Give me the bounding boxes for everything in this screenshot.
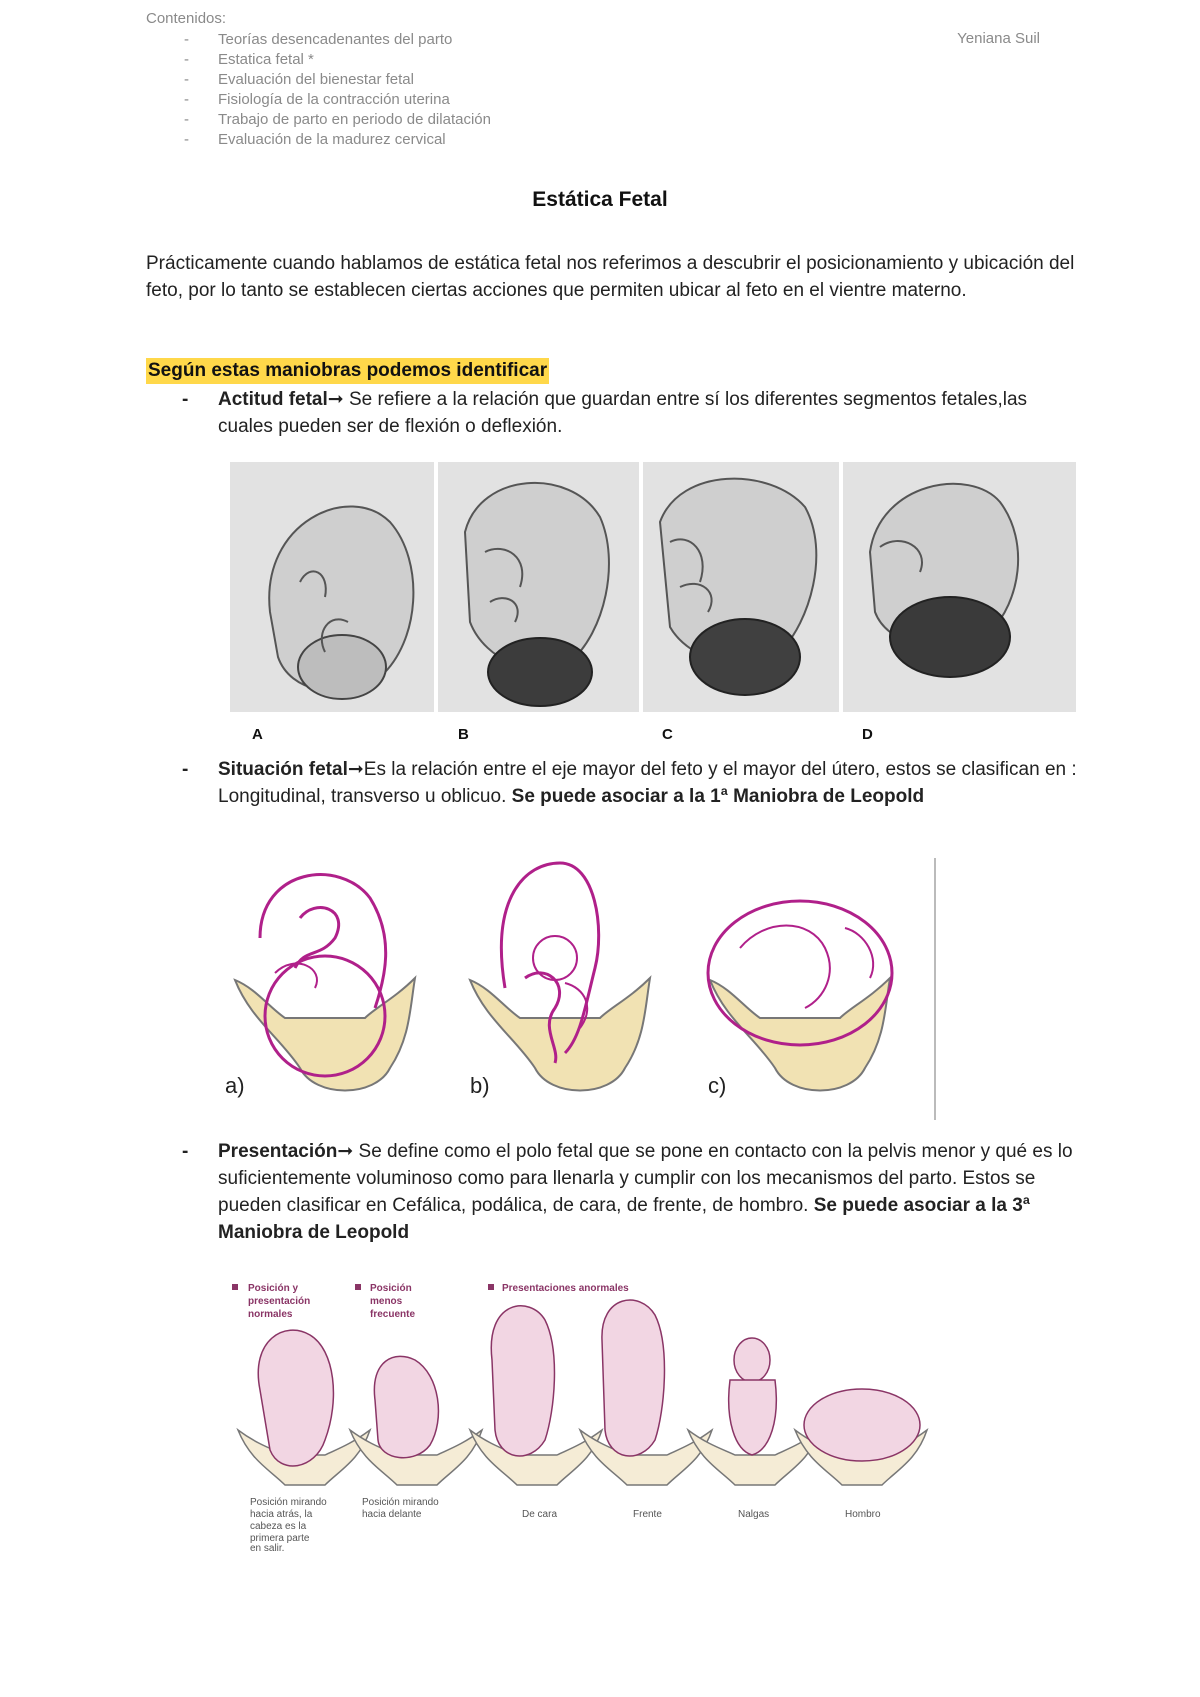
- figure-label: c): [708, 1073, 727, 1098]
- fetal-situation-figure: [225, 858, 945, 1128]
- figure-label: b): [470, 1073, 490, 1098]
- bullet-dash: -: [182, 759, 189, 780]
- caption-menos: hacia delante: [362, 1509, 422, 1520]
- caption-nalgas: Nalgas: [738, 1509, 770, 1520]
- fetal-attitude-figure: [230, 462, 1076, 744]
- caption-normal: primera parte: [250, 1533, 310, 1544]
- figure-label: a): [225, 1073, 245, 1098]
- leopold-note: Se puede asociar a la 1ª Maniobra de Leopold: [511, 786, 925, 807]
- presentation-drawing-cara: [470, 1306, 602, 1485]
- presentation-drawing-normal: [238, 1330, 370, 1485]
- leopold-note: Se puede asociar a la 3ª Maniobra de Leopold: [218, 1195, 1030, 1243]
- figure-label: C: [662, 726, 673, 743]
- fetus-photo-d: [870, 484, 1018, 677]
- arrow-icon: ➞: [327, 389, 344, 410]
- caption-normal: hacia atrás, la: [250, 1509, 313, 1520]
- figure-label: A: [252, 726, 263, 743]
- caption-normal: Posición mirando: [250, 1497, 327, 1508]
- term-actitud: Actitud fetal: [218, 389, 328, 410]
- caption-cara: De cara: [522, 1509, 558, 1520]
- bullet-presentacion: [182, 1138, 1078, 1246]
- presentation-drawing-hombro: [795, 1389, 927, 1485]
- author-name: Yeniana Suil: [957, 30, 1040, 47]
- contents-list: [178, 30, 491, 150]
- desc-actitud: Se refiere a la relación que guardan entre sí los diferentes segmentos fetales,las cuales pueden ser de flexión o deflexión.: [218, 389, 1028, 437]
- caption-normal: en salir.: [250, 1543, 285, 1554]
- presentation-drawing-nalgas: [688, 1338, 820, 1485]
- contents-item: - Trabajo de parto en periodo de dilatación: [178, 110, 491, 130]
- contents-item: - Estatica fetal *: [178, 50, 491, 70]
- desc-situacion: Es la relación entre el eje mayor del feto y el mayor del útero, estos se clasifican en : Longitudinal, transverso u oblicuo.: [218, 759, 1077, 807]
- caption-normal: cabeza es la: [250, 1521, 307, 1532]
- group-label-normal: Posición y: [248, 1283, 299, 1294]
- group-label-menos: Posición: [370, 1283, 412, 1294]
- caption-hombro: Hombro: [845, 1509, 881, 1520]
- group-label-menos: frecuente: [370, 1309, 416, 1320]
- presentation-figure: [230, 1280, 950, 1552]
- bullet-actitud: [182, 386, 1078, 440]
- term-presentacion: Presentación: [218, 1141, 338, 1162]
- situation-drawing-a: [235, 875, 415, 1091]
- situation-drawing-c: [708, 901, 892, 1091]
- group-label-anormales: Presentaciones anormales: [502, 1283, 629, 1294]
- contents-item: - Teorías desencadenantes del parto: [178, 30, 491, 50]
- presentation-drawing-frente: [580, 1300, 712, 1485]
- caption-menos: Posición mirando: [362, 1497, 439, 1508]
- figure-label: D: [862, 726, 873, 743]
- caption-frente: Frente: [633, 1509, 662, 1520]
- desc-presentacion: Se define como el polo fetal que se pone en contacto con la pelvis menor y qué es lo suficientemente voluminoso como para llenarla y cumplir con los mecanismos del parto. Estos se pueden clasificar en Cefálica, podálica, de cara, de frente, de hombro.: [218, 1141, 1073, 1216]
- contents-item: - Evaluación de la madurez cervical: [178, 130, 491, 150]
- bullet-dash: -: [182, 389, 189, 410]
- section-heading: Según estas maniobras podemos identificar: [146, 358, 549, 384]
- group-label-menos: menos: [370, 1296, 403, 1307]
- presentation-drawing-menos: [350, 1356, 482, 1485]
- bullet-dash: -: [182, 1141, 189, 1162]
- page-title: Estática Fetal: [532, 188, 668, 211]
- arrow-icon: ➞: [337, 1141, 354, 1162]
- term-situacion: Situación fetal: [218, 759, 348, 780]
- contents-item: - Fisiología de la contracción uterina: [178, 90, 491, 110]
- intro-paragraph: Prácticamente cuando hablamos de estática fetal nos referimos a descubrir el posicionamiento y ubicación del feto, por lo tanto se establecen ciertas acciones que permiten ubicar al feto en el vientre materno.: [146, 253, 1075, 301]
- arrow-icon: ➞: [347, 759, 364, 780]
- situation-drawing-b: [470, 863, 650, 1091]
- contents-title: Contenidos:: [146, 10, 227, 27]
- contents-item: - Evaluación del bienestar fetal: [178, 70, 491, 90]
- figure-label: B: [458, 726, 469, 743]
- group-label-normal: presentación: [248, 1296, 311, 1307]
- bullet-situacion: [182, 756, 1078, 810]
- group-label-normal: normales: [248, 1309, 293, 1320]
